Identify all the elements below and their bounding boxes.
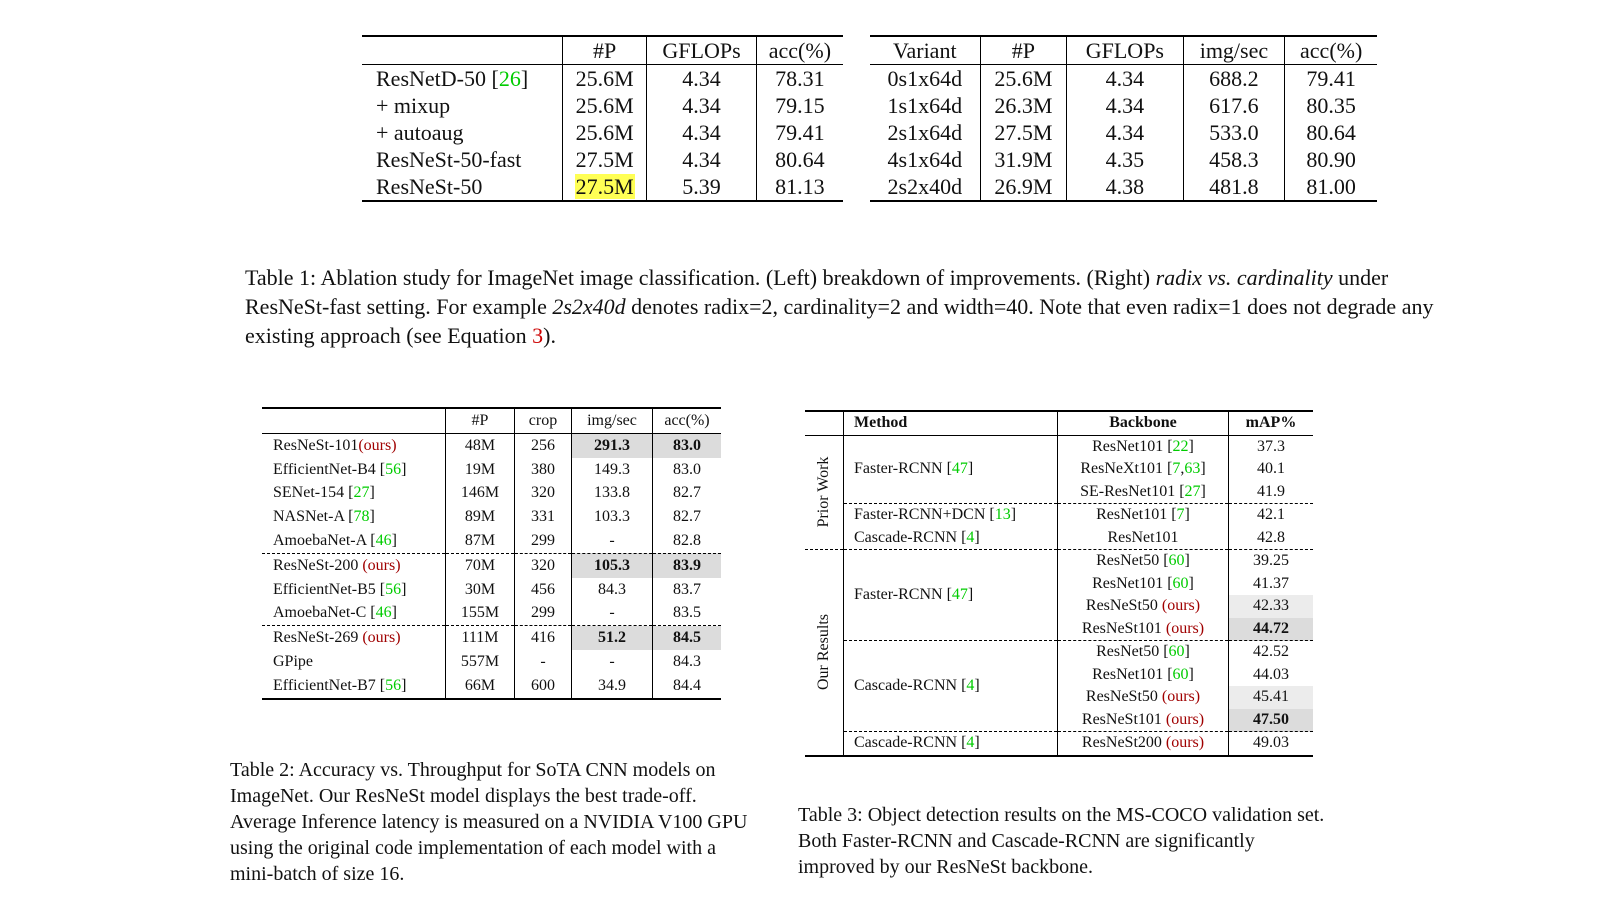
map-value: 47.50 <box>1229 709 1314 732</box>
table-row <box>262 553 721 577</box>
gflops-value: 4.34 <box>647 92 756 119</box>
crop-size: 256 <box>515 433 572 457</box>
accuracy-value: 83.5 <box>653 601 722 625</box>
backbone-name: ResNeSt101 (ours) <box>1058 618 1229 641</box>
gflops-value: 4.34 <box>1067 92 1183 119</box>
citation-link[interactable]: 46 <box>375 604 392 622</box>
citation-link[interactable]: 56 <box>385 460 402 478</box>
accuracy-value: 83.9 <box>653 553 722 577</box>
crop-size: 600 <box>515 674 572 699</box>
table1-caption: Table 1: Ablation study for ImageNet image classification. (Left) breakdown of improvements. (Right) radix vs. cardinality under ResNeSt-fast setting. For example 2s2x40d denotes radix=2, cardinality=2 and width=40. Note that even radix=1 does not degrade any existing approach (see Equation 3). <box>245 265 1434 348</box>
t1r-header-variant: Variant <box>893 38 957 63</box>
variant-name: 1s1x64d <box>887 93 963 118</box>
map-value: 49.03 <box>1229 732 1314 756</box>
map-value: 40.1 <box>1229 458 1314 481</box>
citation-link[interactable]: 4 <box>966 676 975 694</box>
accuracy-value: 79.41 <box>756 119 843 146</box>
map-value: 42.1 <box>1229 504 1314 527</box>
backbone-name: ResNeSt50 (ours) <box>1058 686 1229 709</box>
citation-link[interactable]: 4 <box>966 734 975 751</box>
variant-name: 0s1x64d <box>887 66 963 91</box>
accuracy-value: 80.35 <box>1285 92 1377 119</box>
backbone-name: ResNet50 [60] <box>1058 641 1229 664</box>
imgsec-value: 291.3 <box>572 433 653 457</box>
method-name: Cascade-RCNN [4] <box>844 641 1058 732</box>
model-name: EfficientNet-B5 [56] <box>273 580 407 598</box>
citation-link[interactable]: 78 <box>353 508 370 526</box>
table-row <box>870 92 1377 119</box>
citation-link[interactable]: 27 <box>1184 482 1201 500</box>
crop-size: 320 <box>515 553 572 577</box>
t1l-header-acc: acc(%) <box>756 36 843 65</box>
gflops-value: 4.35 <box>1067 146 1183 173</box>
crop-size: 331 <box>515 505 572 529</box>
map-value: 37.3 <box>1229 435 1314 458</box>
citation-link[interactable]: 26 <box>498 66 521 91</box>
model-name: ResNeSt-269 (ours) <box>262 626 446 650</box>
param-count: 155M <box>446 601 515 625</box>
table2 <box>262 407 721 700</box>
method-name: Cascade-RCNN [4] <box>844 527 1058 550</box>
citation-link[interactable]: 60 <box>1172 665 1189 683</box>
model-name: SENet-154 [27] <box>273 484 375 502</box>
param-count: 30M <box>446 578 515 602</box>
crop-size: 416 <box>515 626 572 650</box>
imgsec-value: 458.3 <box>1183 146 1285 173</box>
t1r-header-p: #P <box>980 36 1067 65</box>
t3-header-backbone: Backbone <box>1058 411 1229 435</box>
table1-left <box>362 35 843 202</box>
map-value: 45.41 <box>1229 686 1314 709</box>
model-name: ResNeSt-101(ours) <box>273 436 397 454</box>
model-name: ResNeSt-200 (ours) <box>262 553 446 577</box>
map-value: 42.52 <box>1229 641 1314 664</box>
backbone-name: ResNet50 [60] <box>1058 550 1229 573</box>
imgsec-value: 617.6 <box>1183 92 1285 119</box>
method-name: Faster-RCNN [47] <box>844 435 1058 504</box>
backbone-name: ResNeSt200 (ours) <box>1058 732 1229 756</box>
imgsec-value: 84.3 <box>572 578 653 602</box>
t2-header-p: #P <box>446 408 515 433</box>
param-count: 25.6M <box>563 92 647 119</box>
map-value: 44.72 <box>1229 618 1314 641</box>
model-name: NASNet-A [78] <box>273 508 375 526</box>
param-count <box>563 173 647 201</box>
imgsec-value: 533.0 <box>1183 119 1285 146</box>
gflops-value: 4.38 <box>1067 173 1183 201</box>
citation-link[interactable]: 7 <box>1176 506 1185 523</box>
citation-link[interactable]: 63 <box>1184 460 1201 477</box>
method-name: Faster-RCNN [47] <box>844 550 1058 641</box>
backbone-name: ResNet101 [7] <box>1058 504 1229 527</box>
citation-link[interactable]: 22 <box>1172 437 1189 455</box>
imgsec-value: 34.9 <box>572 674 653 699</box>
accuracy-value: 82.8 <box>653 529 722 553</box>
accuracy-value: 82.7 <box>653 505 722 529</box>
param-count: 146M <box>446 481 515 505</box>
citation-link[interactable]: 60 <box>1168 643 1185 660</box>
imgsec-value: 133.8 <box>572 481 653 505</box>
accuracy-value: 82.7 <box>653 481 722 505</box>
t3-header-group <box>805 411 844 435</box>
imgsec-value: 51.2 <box>572 626 653 650</box>
imgsec-value: 688.2 <box>1183 65 1285 93</box>
table-row <box>870 146 1377 173</box>
table-row <box>262 674 721 699</box>
accuracy-value: 81.00 <box>1285 173 1377 201</box>
crop-size: 299 <box>515 529 572 553</box>
table-row <box>362 92 843 119</box>
backbone-name: ResNeXt101 [7,63] <box>1058 458 1229 481</box>
imgsec-value: 103.3 <box>572 505 653 529</box>
crop-size: 320 <box>515 481 572 505</box>
param-count: 27.5M <box>980 119 1067 146</box>
backbone-name: ResNet101 <box>1058 527 1229 550</box>
imgsec-value: 481.8 <box>1183 173 1285 201</box>
accuracy-value: 81.13 <box>756 173 843 201</box>
backbone-name: ResNeSt50 (ours) <box>1058 595 1229 618</box>
t1r-header-imgsec: img/sec <box>1183 36 1285 65</box>
model-name: AmoebaNet-A [46] <box>273 531 397 549</box>
gflops-value: 4.34 <box>647 119 756 146</box>
crop-size: 456 <box>515 578 572 602</box>
citation-link[interactable]: 47 <box>951 460 968 477</box>
accuracy-value: 84.5 <box>653 626 722 650</box>
citation-link[interactable]: 56 <box>385 676 402 694</box>
accuracy-value: 84.3 <box>653 650 722 674</box>
imgsec-value: - <box>572 650 653 674</box>
gflops-value: 4.34 <box>1067 119 1183 146</box>
t1l-header-gflops: GFLOPs <box>647 36 756 65</box>
table-row <box>362 146 843 173</box>
crop-size: 299 <box>515 601 572 625</box>
map-value: 42.33 <box>1229 595 1314 618</box>
group-label-ours: Our Results <box>805 550 844 756</box>
t1l-header-p: #P <box>563 36 647 65</box>
param-count: 25.6M <box>563 119 647 146</box>
table-row <box>262 626 721 650</box>
map-value: 41.37 <box>1229 573 1314 596</box>
model-name: EfficientNet-B7 [56] <box>273 676 407 694</box>
param-count: 26.3M <box>980 92 1067 119</box>
model-name: + autoaug <box>376 120 464 145</box>
param-count: 31.9M <box>980 146 1067 173</box>
t3-header-map: mAP% <box>1229 411 1314 435</box>
accuracy-value: 80.64 <box>1285 119 1377 146</box>
backbone-name: SE-ResNet101 [27] <box>1058 481 1229 504</box>
table3 <box>805 410 1313 757</box>
t2-header-acc: acc(%) <box>653 408 722 433</box>
table-row <box>870 65 1377 93</box>
citation-link[interactable]: 46 <box>375 531 392 549</box>
map-value: 42.8 <box>1229 527 1314 550</box>
imgsec-value: - <box>572 601 653 625</box>
model-name: AmoebaNet-C [46] <box>273 604 397 622</box>
table-row <box>262 601 721 625</box>
crop-size: - <box>515 650 572 674</box>
citation-link[interactable]: 4 <box>966 528 975 546</box>
t2-header-empty <box>262 408 446 433</box>
accuracy-value: 83.7 <box>653 578 722 602</box>
table-row <box>362 119 843 146</box>
backbone-name: ResNet101 [22] <box>1058 435 1229 458</box>
method-name: Faster-RCNN+DCN [13] <box>844 504 1058 527</box>
backbone-name: ResNet101 [60] <box>1058 664 1229 687</box>
gflops-value: 4.34 <box>647 65 756 93</box>
t1r-header-gflops: GFLOPs <box>1067 36 1183 65</box>
model-name: GPipe <box>273 652 313 670</box>
param-count: 25.6M <box>563 65 647 93</box>
param-count: 26.9M <box>980 173 1067 201</box>
citation-link[interactable]: 7 <box>1172 460 1181 477</box>
table-row <box>805 550 1313 573</box>
table3-caption: Table 3: Object detection results on the MS-COCO validation set. Both Faster-RCNN and Cascade-RCNN are significantly improved by our ResNeSt backbone. <box>798 804 1325 878</box>
accuracy-value: 80.64 <box>756 146 843 173</box>
equation-link[interactable]: 3 <box>532 323 544 348</box>
model-name: ResNetD-50 [26] <box>376 66 529 91</box>
param-count: 19M <box>446 458 515 482</box>
backbone-name: ResNeSt101 (ours) <box>1058 709 1229 732</box>
table-row <box>262 578 721 602</box>
table-row <box>870 173 1377 201</box>
variant-name: 2s1x64d <box>887 120 963 145</box>
table-row <box>805 641 1313 664</box>
table-row <box>262 529 721 553</box>
param-count: 87M <box>446 529 515 553</box>
backbone-name: ResNet101 [60] <box>1058 573 1229 596</box>
accuracy-value: 83.0 <box>653 433 722 457</box>
table1-right <box>870 35 1377 202</box>
param-count: 66M <box>446 674 515 699</box>
variant-name: 4s1x64d <box>887 147 963 172</box>
table-row <box>805 732 1313 756</box>
table-row <box>262 458 721 482</box>
map-value: 41.9 <box>1229 481 1314 504</box>
gflops-value: 5.39 <box>647 173 756 201</box>
table-row <box>262 505 721 529</box>
table-row <box>262 433 721 457</box>
citation-link[interactable]: 60 <box>1168 552 1185 569</box>
variant-name: 2s2x40d <box>887 174 963 199</box>
accuracy-value: 84.4 <box>653 674 722 699</box>
gflops-value: 4.34 <box>1067 65 1183 93</box>
accuracy-value: 80.90 <box>1285 146 1377 173</box>
table-row <box>805 435 1313 458</box>
accuracy-value: 79.41 <box>1285 65 1377 93</box>
crop-size: 380 <box>515 458 572 482</box>
map-value: 39.25 <box>1229 550 1314 573</box>
citation-link[interactable]: 60 <box>1172 574 1189 592</box>
t1l-header-empty <box>362 36 563 65</box>
param-count: 70M <box>446 553 515 577</box>
t2-header-imgsec: img/sec <box>572 408 653 433</box>
table-row <box>262 481 721 505</box>
group-label-prior: Prior Work <box>814 456 832 528</box>
gflops-value: 4.34 <box>647 146 756 173</box>
table-row <box>362 65 843 93</box>
table-row <box>870 119 1377 146</box>
param-count: 48M <box>446 433 515 457</box>
map-value: 44.03 <box>1229 664 1314 687</box>
table2-caption: Table 2: Accuracy vs. Throughput for SoTA CNN models on ImageNet. Our ResNeSt model displays the best trade-off. Average Inference latency is measured on a NVIDIA V100 GPU using the original code implementation of each model with a mini-batch of size 16. <box>230 759 748 885</box>
citation-link[interactable]: 56 <box>385 580 402 598</box>
citation-link[interactable]: 13 <box>994 506 1011 523</box>
method-name: Cascade-RCNN [4] <box>844 732 1058 756</box>
param-count: 557M <box>446 650 515 674</box>
imgsec-value: - <box>572 529 653 553</box>
table-row <box>262 650 721 674</box>
t2-header-crop: crop <box>515 408 572 433</box>
t3-header-method: Method <box>844 411 1058 435</box>
accuracy-value: 78.31 <box>756 65 843 93</box>
model-name: + mixup <box>376 93 451 118</box>
table-row <box>805 504 1313 527</box>
model-name: ResNeSt-50-fast <box>376 147 522 172</box>
accuracy-value: 79.15 <box>756 92 843 119</box>
model-name: EfficientNet-B4 [56] <box>273 460 407 478</box>
imgsec-value: 149.3 <box>572 458 653 482</box>
citation-link[interactable]: 47 <box>951 585 968 603</box>
citation-link[interactable]: 27 <box>353 484 370 502</box>
highlighted-value: 27.5M <box>575 174 634 199</box>
table-row <box>362 173 843 201</box>
t1r-header-acc: acc(%) <box>1285 36 1377 65</box>
param-count: 25.6M <box>980 65 1067 93</box>
accuracy-value: 83.0 <box>653 458 722 482</box>
model-name: ResNeSt-50 <box>376 174 483 199</box>
param-count: 89M <box>446 505 515 529</box>
param-count: 27.5M <box>563 146 647 173</box>
table-row <box>805 527 1313 550</box>
imgsec-value: 105.3 <box>572 553 653 577</box>
param-count: 111M <box>446 626 515 650</box>
